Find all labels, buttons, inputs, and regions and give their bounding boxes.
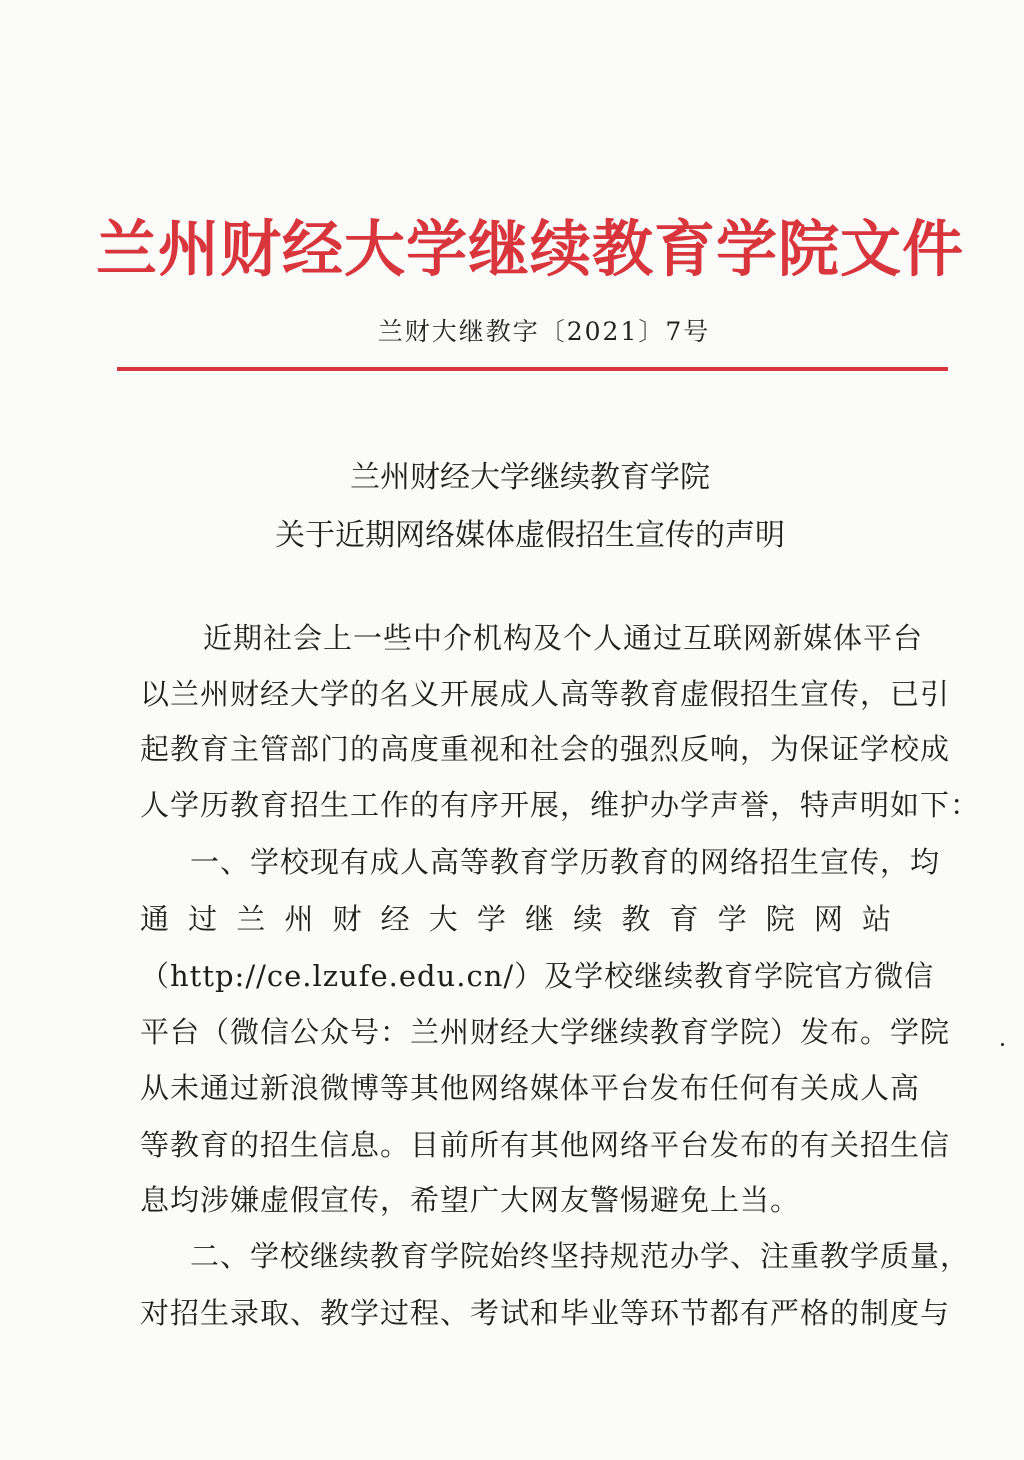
document-header-title: 兰州财经大学继续教育学院文件	[95, 214, 964, 285]
body-line: 人学历教育招生工作的有序开展，维护办学声誉，特声明如下：	[140, 788, 981, 822]
header-red-rule	[117, 367, 948, 371]
body-line: 以兰州财经大学的名义开展成人高等教育虚假招生宣传，已引	[140, 677, 951, 711]
body-line: 通过兰州财经大学继续教育学院网站	[140, 902, 892, 936]
body-line: （http://ce.lzufe.edu.cn/）及学校继续教育学院官方微信	[140, 959, 935, 993]
body-line: 起教育主管部门的高度重视和社会的强烈反响，为保证学校成	[140, 732, 951, 766]
scan-speck	[1001, 1043, 1004, 1046]
document-number: 兰财大继教字〔2021〕7号	[377, 317, 711, 346]
body-line: 平台（微信公众号：兰州财经大学继续教育学院）发布。学院	[140, 1015, 951, 1049]
body-line: 从未通过新浪微博等其他网络媒体平台发布任何有关成人高	[140, 1071, 921, 1105]
notice-title-line-1: 兰州财经大学继续教育学院	[350, 460, 710, 495]
notice-title-line-2: 关于近期网络媒体虚假招生宣传的声明	[275, 518, 785, 553]
body-line: 二、学校继续教育学院始终坚持规范办学、注重教学质量，	[190, 1239, 971, 1273]
body-line: 等教育的招生信息。目前所有其他网络平台发布的有关招生信	[140, 1128, 951, 1162]
body-line: 一、学校现有成人高等教育学历教育的网络招生宣传，均	[190, 845, 941, 879]
body-line: 息均涉嫌虚假宣传，希望广大网友警惕避免上当。	[140, 1183, 801, 1217]
body-line: 近期社会上一些中介机构及个人通过互联网新媒体平台	[203, 621, 924, 655]
body-line: 对招生录取、教学过程、考试和毕业等环节都有严格的制度与	[140, 1296, 951, 1330]
